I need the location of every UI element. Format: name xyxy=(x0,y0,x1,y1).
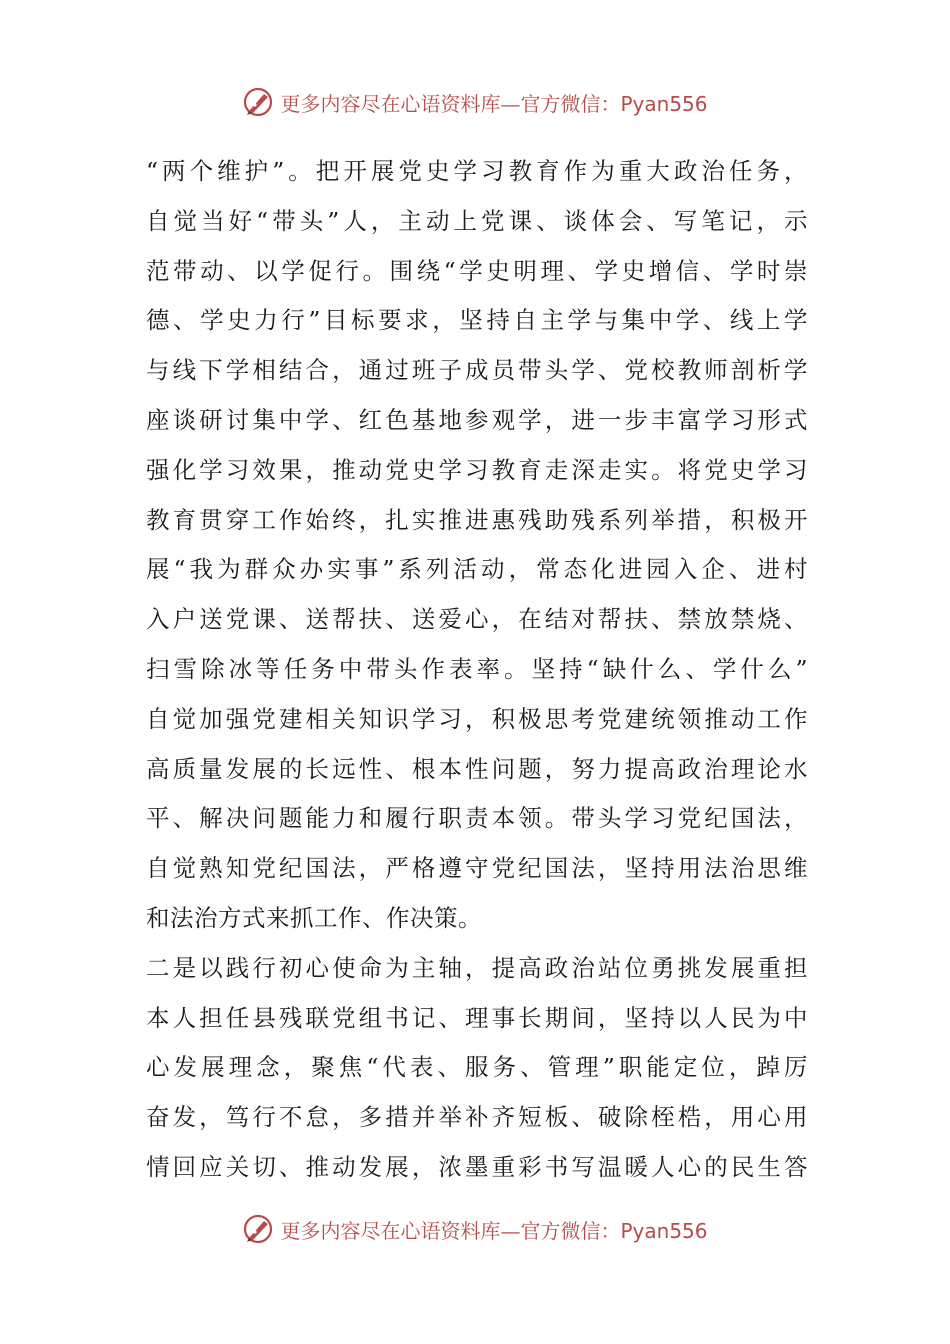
text-line: 二是以践行初心使命为主轴，提高政治站位勇挑发展重担 xyxy=(146,953,808,982)
text-line: 扫雪除冰等任务中带头作表率。坚持“缺什么、学什么” xyxy=(146,654,808,683)
watermark-text: 更多内容尽在心语资料库—官方微信：Pyan556 xyxy=(280,1218,708,1243)
text-line: 自觉熟知党纪国法，严格遵守党纪国法，坚持用法治思维 xyxy=(146,854,808,883)
text-line: 强化学习效果，推动党史学习教育走深走实。将党史学习 xyxy=(146,455,808,484)
watermark-footer xyxy=(0,1209,950,1249)
pen-logo-icon xyxy=(242,86,274,118)
text-line: 自觉加强党建相关知识学习，积极思考党建统领推动工作 xyxy=(146,704,808,733)
pen-logo-icon xyxy=(242,1213,274,1245)
text-line: 教育贯穿工作始终，扎实推进惠残助残系列举措，积极开 xyxy=(146,505,808,534)
document-body xyxy=(146,147,808,1193)
text-line: 入户送党课、送帮扶、送爱心，在结对帮扶、禁放禁烧、 xyxy=(146,605,808,634)
text-line: 与线下学相结合，通过班子成员带头学、党校教师剖析学 xyxy=(146,356,808,385)
text-line: 座谈研讨集中学、红色基地参观学，进一步丰富学习形式 xyxy=(146,405,808,434)
text-line: 平、解决问题能力和履行职责本领。带头学习党纪国法， xyxy=(146,804,808,833)
text-line: 情回应关切、推动发展，浓墨重彩书写温暖人心的民生答 xyxy=(146,1152,808,1181)
text-line: 德、学史力行”目标要求，坚持自主学与集中学、线上学 xyxy=(146,306,808,335)
text-line: “两个维护”。把开展党史学习教育作为重大政治任务， xyxy=(146,157,808,185)
text-line: 范带动、以学促行。围绕“学史明理、学史增信、学时崇 xyxy=(146,256,808,285)
text-line: 本人担任县残联党组书记、理事长期间，坚持以人民为中 xyxy=(146,1003,808,1032)
text-line: 展“我为群众办实事”系列活动，常态化进园入企、进村 xyxy=(146,555,808,584)
text-line: 奋发，笃行不怠，多措并举补齐短板、破除桎梏，用心用 xyxy=(146,1103,808,1132)
text-line: 高质量发展的长远性、根本性问题，努力提高政治理论水 xyxy=(146,754,808,783)
text-line: 和法治方式来抓工作、作决策。 xyxy=(146,903,482,932)
watermark-header xyxy=(0,82,950,122)
watermark-text: 更多内容尽在心语资料库—官方微信：Pyan556 xyxy=(280,91,708,116)
text-line: 自觉当好“带头”人，主动上党课、谈体会、写笔记，示 xyxy=(146,206,808,235)
text-line: 心发展理念，聚焦“代表、服务、管理”职能定位，踔厉 xyxy=(146,1053,808,1082)
